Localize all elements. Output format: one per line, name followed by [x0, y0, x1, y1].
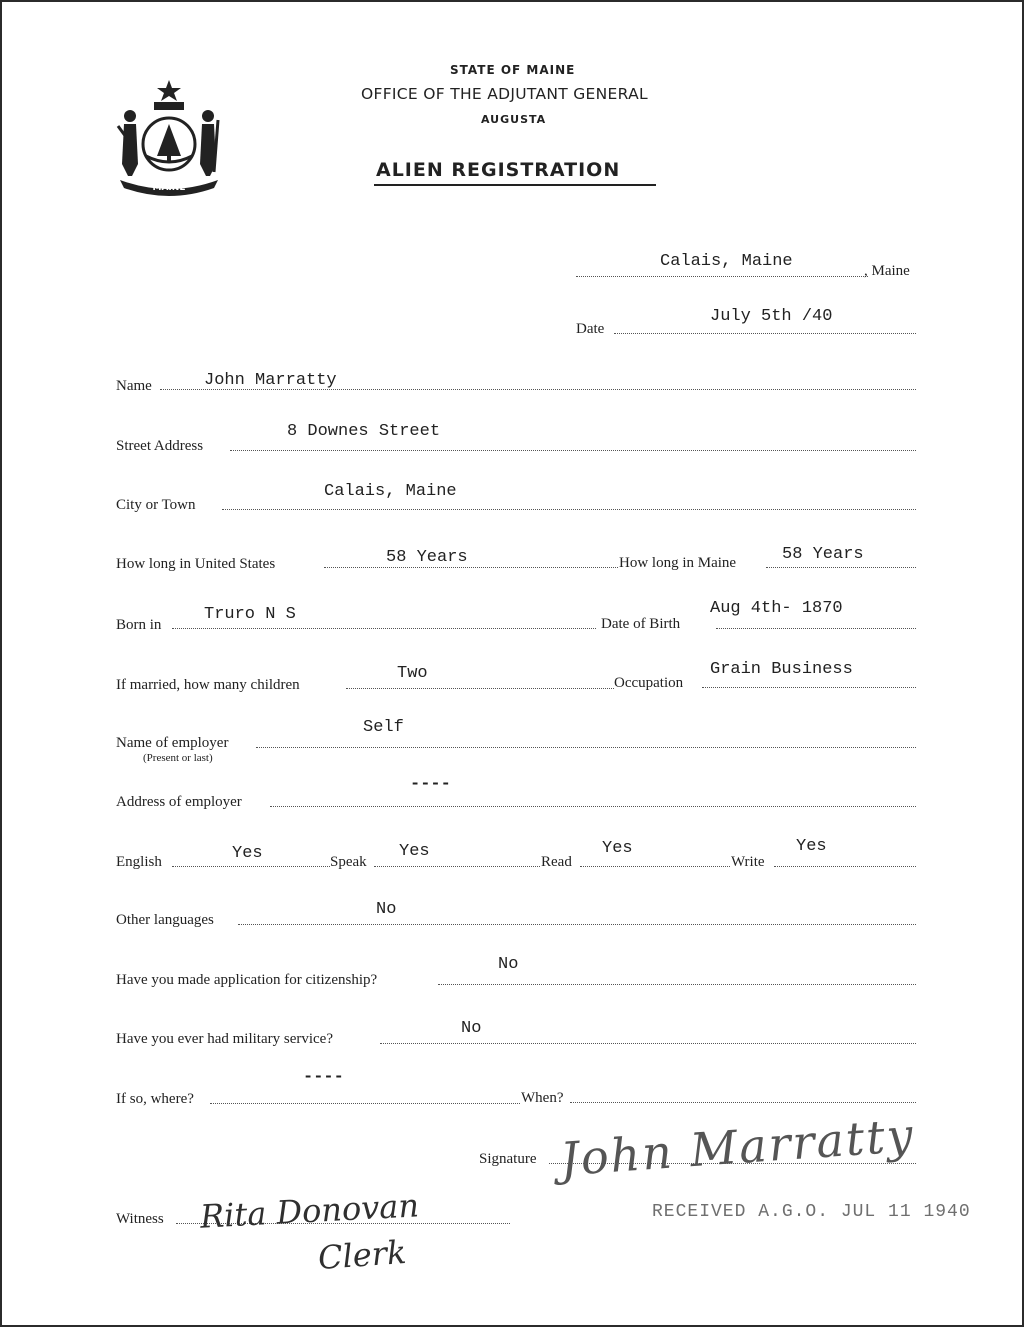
- employer-line: [256, 747, 916, 748]
- witness-title: Clerk: [316, 1232, 408, 1278]
- children-value: Two: [397, 664, 428, 683]
- citizenship-line: [438, 984, 916, 985]
- place-value: Calais, Maine: [660, 252, 793, 271]
- write-value: Yes: [796, 837, 827, 856]
- where-label: If so, where?: [116, 1091, 194, 1107]
- city-value: Calais, Maine: [324, 482, 457, 501]
- seal-banner-text: MAINE: [152, 183, 186, 193]
- city-label: City or Town: [116, 497, 196, 513]
- where-value: ----: [303, 1068, 344, 1087]
- street-value: 8 Downes Street: [287, 422, 441, 441]
- state-heading: STATE OF MAINE: [450, 63, 576, 77]
- title-underline: [374, 184, 656, 186]
- employer-address-label: Address of employer: [116, 794, 242, 810]
- signature-label: Signature: [479, 1151, 537, 1167]
- street-label: Street Address: [116, 438, 204, 454]
- when-line: [570, 1102, 916, 1103]
- maine-seal-icon: [110, 76, 228, 196]
- name-label: Name: [116, 378, 152, 394]
- other-languages-label: Other languages: [116, 912, 214, 928]
- english-value: Yes: [232, 844, 263, 863]
- born-in-value: Truro N S: [204, 605, 296, 624]
- other-languages-value: No: [376, 900, 397, 919]
- employer-label: Name of employer: [116, 735, 229, 751]
- citizenship-value: No: [498, 955, 519, 974]
- place-line: [576, 276, 868, 277]
- military-value: No: [461, 1019, 482, 1038]
- maine-duration-line: [766, 567, 916, 568]
- city-line: [222, 509, 916, 510]
- english-line: [172, 866, 330, 867]
- employer-address-line: [270, 806, 916, 807]
- applicant-signature: John Marratty: [558, 1107, 917, 1187]
- where-line: [210, 1103, 520, 1104]
- witness-label: Witness: [116, 1211, 164, 1227]
- dob-line: [716, 628, 916, 629]
- date-value: July 5th /40: [710, 307, 833, 326]
- when-label: When?: [521, 1090, 564, 1106]
- date-line: [614, 333, 916, 334]
- military-label: Have you ever had military service?: [116, 1031, 333, 1047]
- us-duration-line: [324, 567, 618, 568]
- city-heading: AUGUSTA: [481, 113, 547, 126]
- born-in-label: Born in: [116, 617, 162, 633]
- read-value: Yes: [602, 839, 633, 858]
- military-line: [380, 1043, 916, 1044]
- office-heading: OFFICE OF THE ADJUTANT GENERAL: [361, 85, 648, 103]
- speak-label: Speak: [330, 854, 367, 870]
- place-suffix: , Maine: [864, 263, 910, 279]
- dob-value: Aug 4th- 1870: [710, 599, 843, 618]
- employer-value: Self: [363, 718, 404, 737]
- speak-value: Yes: [399, 842, 430, 861]
- employer-sublabel: (Present or last): [143, 752, 213, 764]
- maine-duration-value: 58 Years: [782, 545, 864, 564]
- born-in-line: [172, 628, 596, 629]
- citizenship-label: Have you made application for citizenship?: [116, 972, 378, 988]
- children-label: If married, how many children: [116, 677, 300, 693]
- occupation-value: Grain Business: [710, 660, 853, 679]
- english-label: English: [116, 854, 162, 870]
- street-line: [230, 450, 916, 451]
- witness-signature: Rita Donovan: [199, 1186, 420, 1236]
- us-duration-label: How long in United States: [116, 556, 276, 572]
- write-line: [774, 866, 916, 867]
- us-duration-value: 58 Years: [386, 548, 468, 567]
- occupation-label: Occupation: [614, 675, 684, 691]
- received-stamp: RECEIVED A.G.O. JUL 11 1940: [652, 1202, 971, 1222]
- read-label: Read: [541, 854, 572, 870]
- form-title: ALIEN REGISTRATION: [376, 159, 621, 181]
- maine-duration-label: How long in Maine: [619, 555, 737, 571]
- children-line: [346, 688, 614, 689]
- employer-address-value: ----: [410, 775, 451, 794]
- other-languages-line: [238, 924, 916, 925]
- read-line: [580, 866, 730, 867]
- speak-line: [374, 866, 540, 867]
- date-label: Date: [576, 321, 605, 337]
- dob-label: Date of Birth: [601, 616, 681, 632]
- name-value: John Marratty: [204, 371, 337, 390]
- write-label: Write: [731, 854, 765, 870]
- occupation-line: [702, 687, 916, 688]
